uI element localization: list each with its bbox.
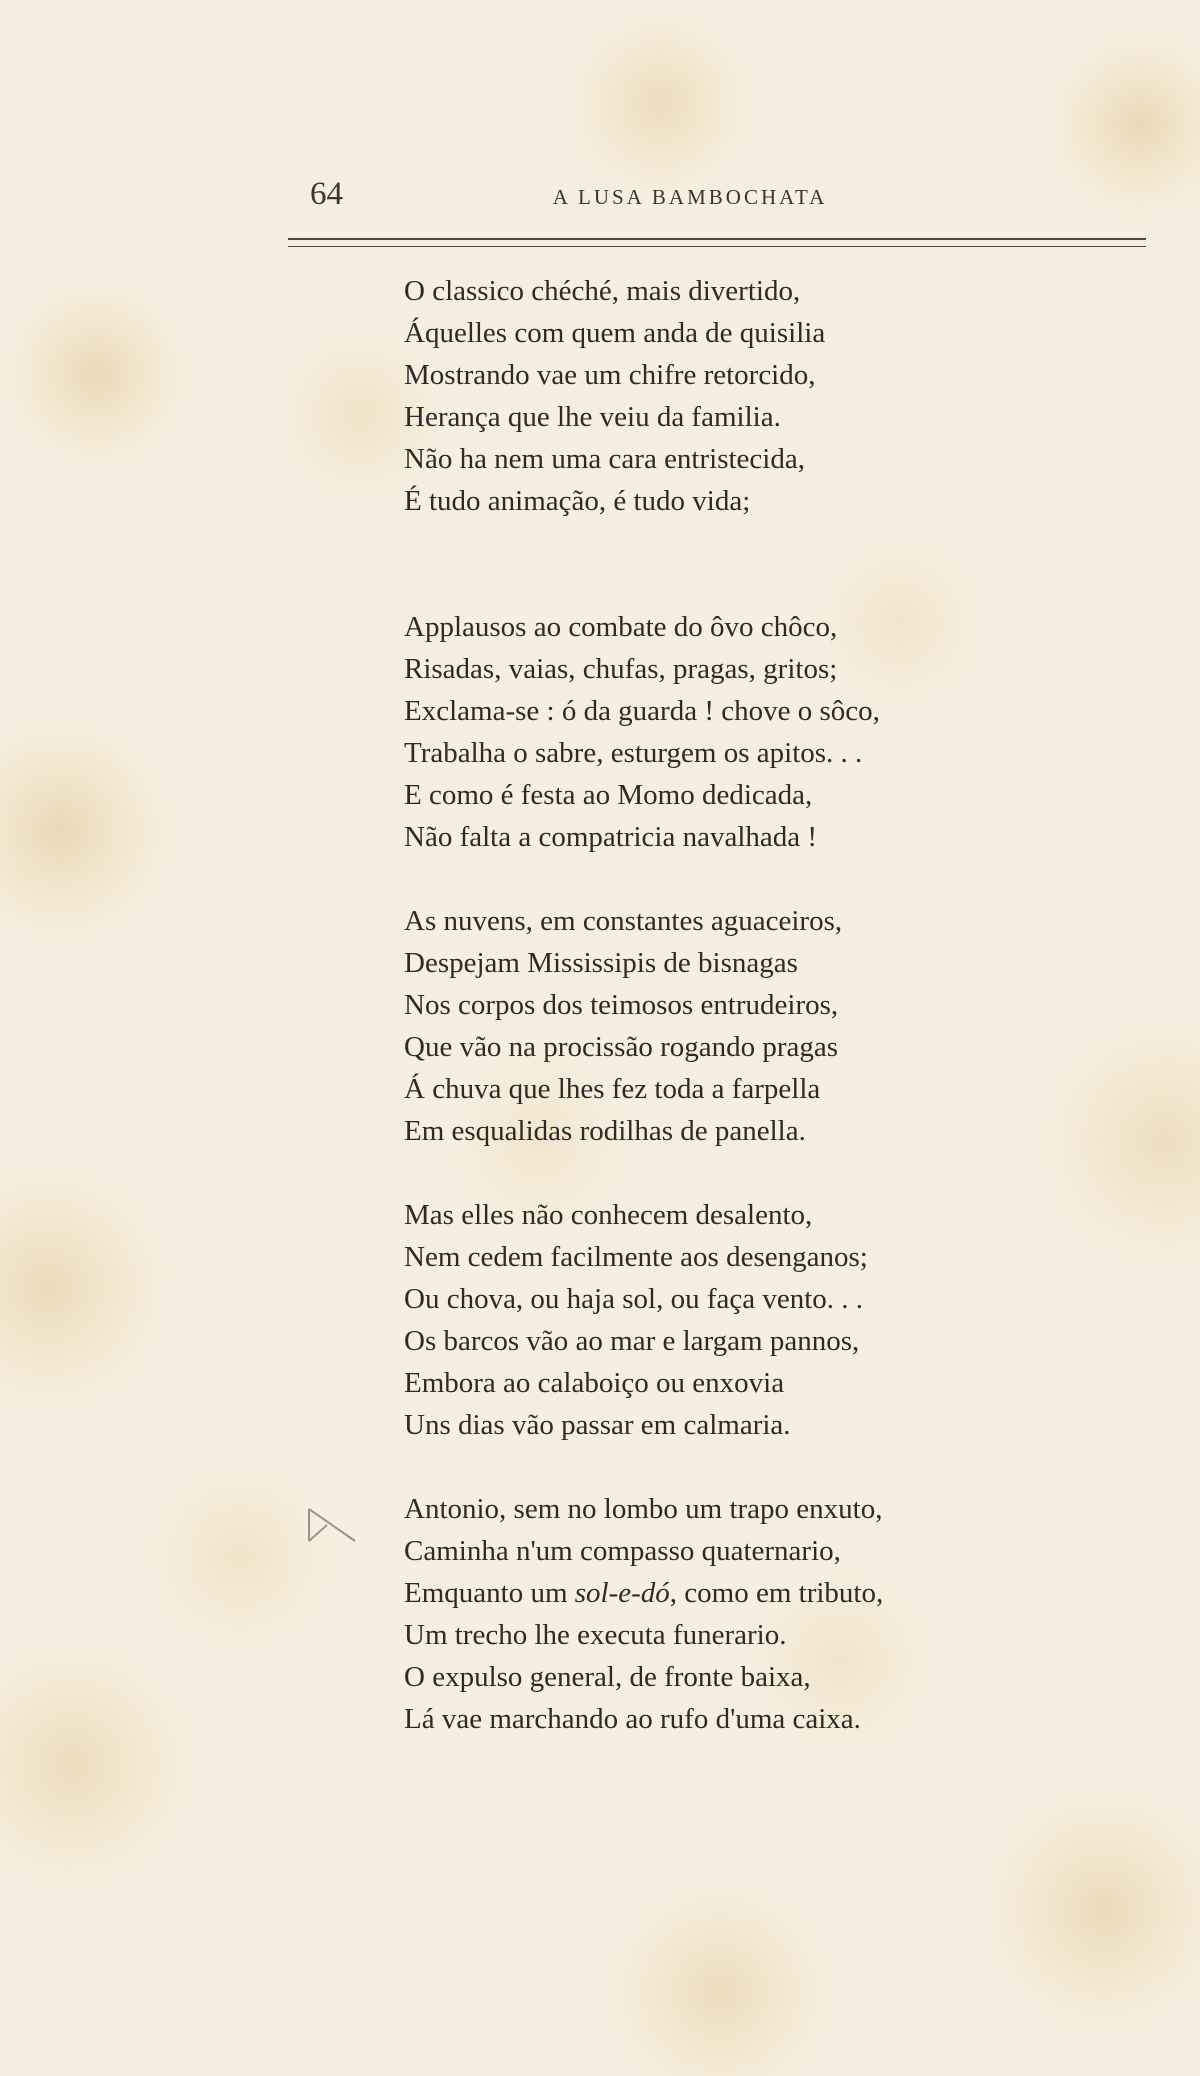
italic-phrase: sol-e-dó [574, 1577, 670, 1609]
verse-line: Nem cedem facilmente aos desenganos; [404, 1241, 868, 1273]
stanza-2 [404, 606, 1124, 858]
verse-text: , como em tributo, [669, 1577, 884, 1609]
verse-text: Emquanto um [404, 1577, 575, 1609]
pencil-x-mark-icon [305, 1505, 361, 1545]
verse-line: Despejam Mississipis de bisnagas [404, 947, 798, 979]
verse-line: Uns dias vão passar em calmaria. [404, 1409, 791, 1441]
stanza-4 [404, 1194, 1124, 1446]
verse-line: E como é festa ao Momo dedicada, [404, 779, 813, 811]
verse-line: O expulso general, de fronte baixa, [404, 1661, 811, 1693]
stanza-1 [404, 270, 1124, 522]
verse-line: Exclama-se : ó da guarda ! chove o sôco, [404, 695, 880, 727]
verse-line: Á chuva que lhes fez toda a farpella [404, 1073, 821, 1105]
verse-line: Mostrando vae um chifre retorcido, [404, 359, 816, 391]
verse-line: Nos corpos dos teimosos entrudeiros, [404, 989, 839, 1021]
verse-line: Applausos ao combate do ôvo chôco, [404, 611, 838, 643]
verse-line: Trabalha o sabre, esturgem os apitos. . . [404, 737, 863, 769]
verse-line: Mas elles não conhecem desalento, [404, 1199, 813, 1231]
verse-line: Embora ao calaboiço ou enxovia [404, 1367, 785, 1399]
verse-line: Antonio, sem no lombo um trapo enxuto, [404, 1493, 883, 1525]
verse-line: O classico chéché, mais divertido, [404, 275, 801, 307]
verse-line: Caminha n'um compasso quaternario, [404, 1535, 841, 1567]
stanza-3 [404, 900, 1124, 1152]
verse-line: Em esqualidas rodilhas de panella. [404, 1115, 806, 1147]
verse-line: Herança que lhe veiu da familia. [404, 401, 781, 433]
verse-line: Que vão na procissão rogando pragas [404, 1031, 839, 1063]
stanza-5 [404, 1488, 1124, 1740]
verse-line: Os barcos vão ao mar e largam pannos, [404, 1325, 860, 1357]
page-number: 64 [310, 176, 343, 212]
verse-line: Um trecho lhe executa funerario. [404, 1619, 787, 1651]
verse-line-with-italic [404, 1572, 1124, 1614]
header-rule [288, 238, 1146, 247]
verse-line: Não falta a compatricia navalhada ! [404, 821, 818, 853]
running-title: A LUSA BAMBOCHATA [552, 185, 828, 209]
verse-line: Ou chova, ou haja sol, ou faça vento. . . [404, 1283, 864, 1315]
verse-line: Áquelles com quem anda de quisilia [404, 317, 826, 349]
verse-line: As nuvens, em constantes aguaceiros, [404, 905, 843, 937]
verse-line: É tudo animação, é tudo vida; [404, 485, 751, 517]
verse-line: Risadas, vaias, chufas, pragas, gritos; [404, 653, 838, 685]
verse-line: Não ha nem uma cara entristecida, [404, 443, 805, 475]
poem-body [404, 270, 1124, 1740]
verse-line: Lá vae marchando ao rufo d'uma caixa. [404, 1703, 861, 1735]
